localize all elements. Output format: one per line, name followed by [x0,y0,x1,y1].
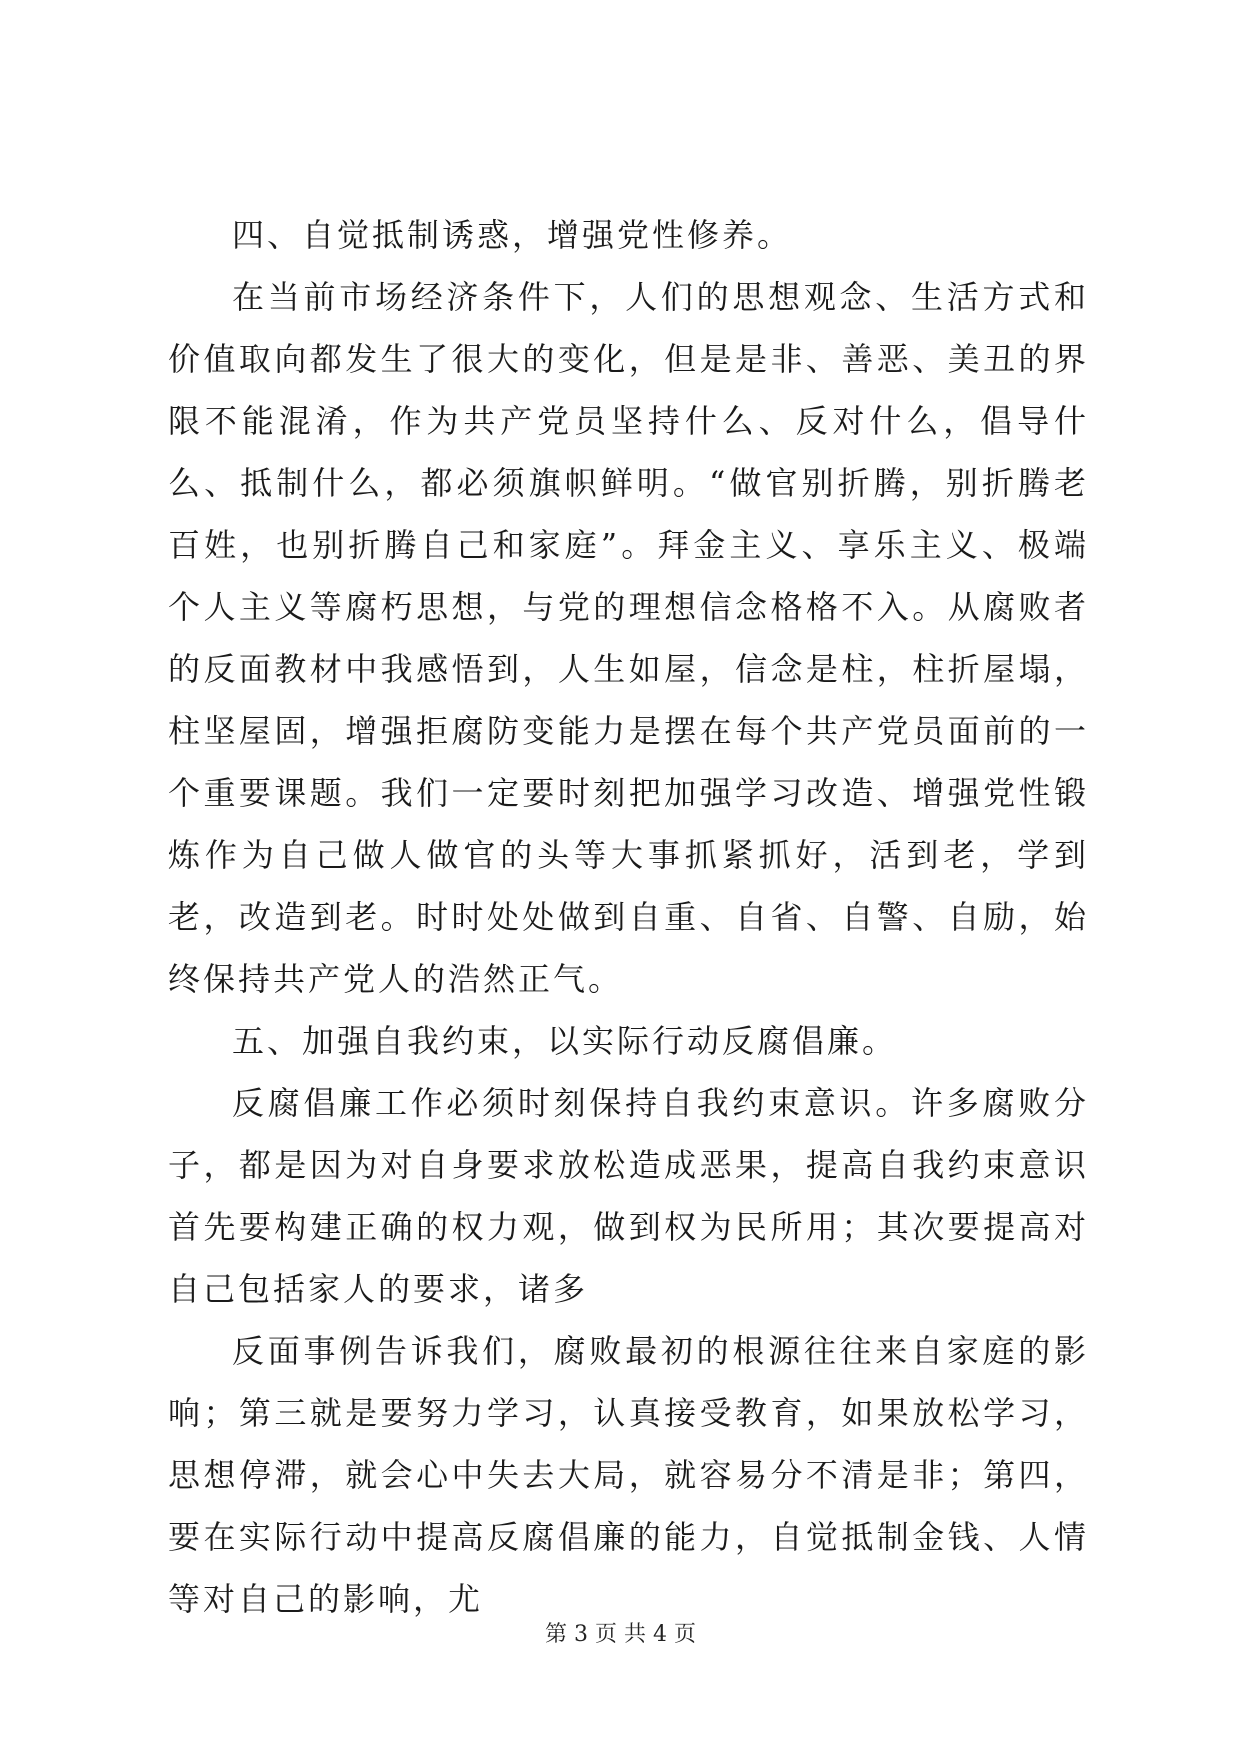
paragraph: 反面事例告诉我们，腐败最初的根源往往来自家庭的影响；第三就是要努力学习，认真接受教育，如果放松学习，思想停滞，就会心中失去大局，就容易分不清是非；第四，要在实际行动中提高反腐倡廉的能力，自觉抵制金钱、人情等对自己的影响，尤 [168,1332,1089,1618]
section-heading-4: 四、自觉抵制诱惑，增强党性修养。 [232,216,793,254]
page-number: 第 3 页 共 4 页 [545,1622,696,1647]
paragraph: 在当前市场经济条件下，人们的思想观念、生活方式和价值取向都发生了很大的变化，但是是非、善恶、美丑的界限不能混淆，作为共产党员坚持什么、反对什么，倡导什么、抵制什么，都必须旗帜鲜明。“做官别折腾，别折腾老百姓，也别折腾自己和家庭”。拜金主义、享乐主义、极端个人主义等腐朽思想，与党的理想信念格格不入。从腐败者的反面教材中我感悟到，人生如屋，信念是柱，柱折屋塌，柱坚屋固，增强拒腐防变能力是摆在每个共产党员面前的一个重要课题。我们一定要时刻把加强学习改造、增强党性锻炼作为自己做人做官的头等大事抓紧抓好，活到老，学到老，改造到老。时时处处做到自重、自省、自警、自励，始终保持共产党人的浩然正气。 [168,278,1089,998]
document-body [168,204,1089,1630]
section-heading-5: 五、加强自我约束，以实际行动反腐倡廉。 [232,1022,898,1060]
paragraph: 反腐倡廉工作必须时刻保持自我约束意识。许多腐败分子，都是因为对自身要求放松造成恶果，提高自我约束意识首先要构建正确的权力观，做到权为民所用；其次要提高对自己包括家人的要求，诸多 [168,1084,1089,1308]
